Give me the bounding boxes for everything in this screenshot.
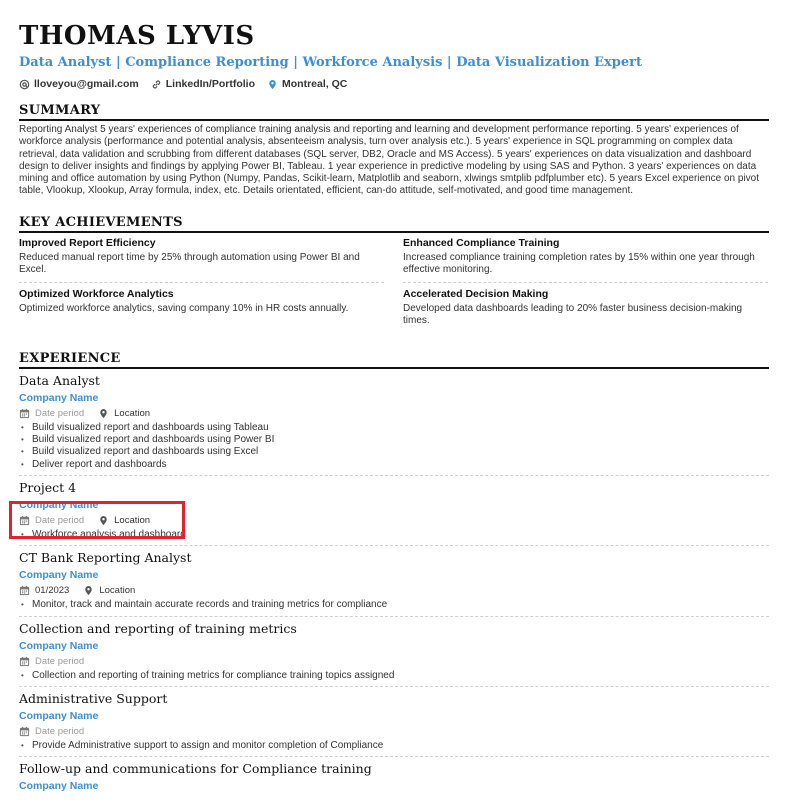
achievement-title: Improved Report Efficiency — [19, 236, 156, 249]
job-bullets — [19, 529, 769, 541]
experience-heading: EXPERIENCE — [19, 351, 769, 369]
job-bullets — [19, 670, 769, 682]
job-date-text: Date period — [35, 407, 85, 419]
location-text: Montreal, QC — [282, 78, 348, 90]
at-icon — [19, 79, 30, 90]
job-meta — [19, 514, 769, 527]
location-pin-icon — [98, 408, 109, 419]
company-name: Company Name — [19, 391, 99, 404]
contact-row — [19, 77, 769, 91]
experience-entry — [19, 617, 769, 687]
job-bullets — [19, 599, 769, 611]
linkedin-text: LinkedIn/Portfolio — [165, 78, 256, 90]
job-date — [19, 584, 69, 597]
experience-entry — [19, 546, 769, 616]
job-location-text: Location — [99, 585, 136, 597]
achievement-item — [403, 237, 768, 283]
job-meta — [19, 725, 769, 738]
location-pin-icon — [98, 515, 109, 526]
company-name: Company Name — [19, 639, 99, 652]
job-bullet: • Build visualized report and dashboards using Excel — [19, 446, 769, 458]
job-title: Project 4 — [19, 479, 77, 495]
job-meta — [19, 407, 769, 420]
job-bullets — [19, 740, 769, 752]
achievement-desc: Increased compliance training completion rates by 15% within one year through effective monitoring. — [403, 251, 755, 276]
summary-heading: SUMMARY — [19, 103, 769, 121]
job-location — [83, 584, 135, 597]
location-pin-icon — [267, 79, 278, 90]
experience-entry — [19, 757, 769, 797]
company-name: Company Name — [19, 498, 99, 511]
achievement-desc: Reduced manual report time by 25% through automation using Power BI and Excel. — [19, 251, 360, 276]
job-date — [19, 725, 84, 738]
experience-entry — [19, 476, 769, 546]
achievements-heading: KEY ACHIEVEMENTS — [19, 215, 769, 233]
achievement-desc: Optimized workforce analytics, saving company 10% in HR costs annually. — [19, 302, 349, 314]
job-location — [98, 407, 150, 420]
job-title: CT Bank Reporting Analyst — [19, 550, 192, 566]
achievement-title: Optimized Workforce Analytics — [19, 287, 174, 300]
contact-linkedin[interactable] — [151, 78, 255, 90]
headline: Data Analyst | Compliance Reporting | Workforce Analysis | Data Visualization Expert — [19, 55, 642, 70]
achievement-title: Enhanced Compliance Training — [403, 236, 560, 249]
job-date-text: Date period — [35, 514, 85, 526]
company-name: Company Name — [19, 780, 99, 793]
job-bullet: • Collection and reporting of training metrics for compliance training topics assigned — [19, 670, 769, 682]
job-date-text: Date period — [35, 725, 85, 737]
job-date — [19, 655, 84, 668]
achievement-item — [19, 237, 384, 283]
calendar-icon — [19, 408, 30, 419]
job-date — [19, 407, 84, 420]
experience-list — [19, 369, 769, 797]
calendar-icon — [19, 656, 30, 667]
resume-page — [19, 20, 769, 797]
job-meta — [19, 655, 769, 668]
achievement-desc: Developed data dashboards leading to 20% faster business decision-making times. — [403, 302, 743, 327]
contact-email[interactable] — [19, 78, 139, 90]
job-location-text: Location — [114, 514, 151, 526]
location-pin-icon — [83, 585, 94, 596]
calendar-icon — [19, 585, 30, 596]
summary-text: Reporting Analyst 5 years' experiences of compliance training analysis and reporting and learning and development performance reporting. 5 years' experiences of workforce analysis (performance and potential analysis, absenteeism analysis, turn over analysis etc.). 5 years' experience in SQL programming on complex data retrieval, data validation and scrubbing from different databases (SQL server, DB2, Oracle and MS Access). 5 years' experiences on data visualization and dashboard design to deliver insights and findings by applying Power BI, Tableau. 1 year experience in predictive modeling by using SAS and Python. 3 years' experiences on data mining and office automation by using Python (Numpy, Pandas, Scikit-learn, Matplotlib and seaborn, xlwings smtplib pdfplumber etc). 5 years Excel experience on pivot table, Vlookup, Xlookup, Array formula, index, etc. Details orientated, efficient, can-do attitude, self-motivated, and good time management. — [19, 124, 760, 197]
achievement-item — [403, 288, 768, 333]
job-bullet: • Build visualized report and dashboards using Tableau — [19, 422, 769, 434]
experience-entry — [19, 687, 769, 757]
job-bullet: • Provide Administrative support to assign and monitor completion of Compliance — [19, 740, 769, 752]
job-bullet: • Deliver report and dashboards — [19, 459, 769, 471]
link-icon — [151, 79, 162, 90]
job-bullet: • Build visualized report and dashboards using Power BI — [19, 434, 769, 446]
job-meta — [19, 584, 769, 597]
email-text: lloveyou@gmail.com — [34, 78, 139, 90]
job-location — [98, 514, 150, 527]
job-title: Collection and reporting of training metrics — [19, 620, 297, 636]
company-name: Company Name — [19, 709, 99, 722]
calendar-icon — [19, 726, 30, 737]
calendar-icon — [19, 515, 30, 526]
achievement-title: Accelerated Decision Making — [403, 287, 549, 300]
job-bullets — [19, 422, 769, 471]
candidate-name: THOMAS LYVIS — [19, 21, 255, 51]
job-date-text: 01/2023 — [35, 585, 70, 597]
job-title: Data Analyst — [19, 372, 100, 388]
achievement-item — [19, 288, 384, 333]
job-date-text: Date period — [35, 655, 85, 667]
job-bullet: • Monitor, track and maintain accurate records and training metrics for compliance — [19, 599, 769, 611]
experience-entry — [19, 369, 769, 476]
achievements-grid — [19, 237, 769, 338]
job-location-text: Location — [114, 407, 151, 419]
job-date — [19, 514, 84, 527]
job-bullet: • Workforce analysis and dashboard — [19, 529, 769, 541]
job-title: Administrative Support — [19, 690, 168, 706]
company-name: Company Name — [19, 569, 99, 582]
job-title: Follow-up and communications for Compliance training — [19, 761, 372, 777]
contact-location — [267, 78, 347, 90]
